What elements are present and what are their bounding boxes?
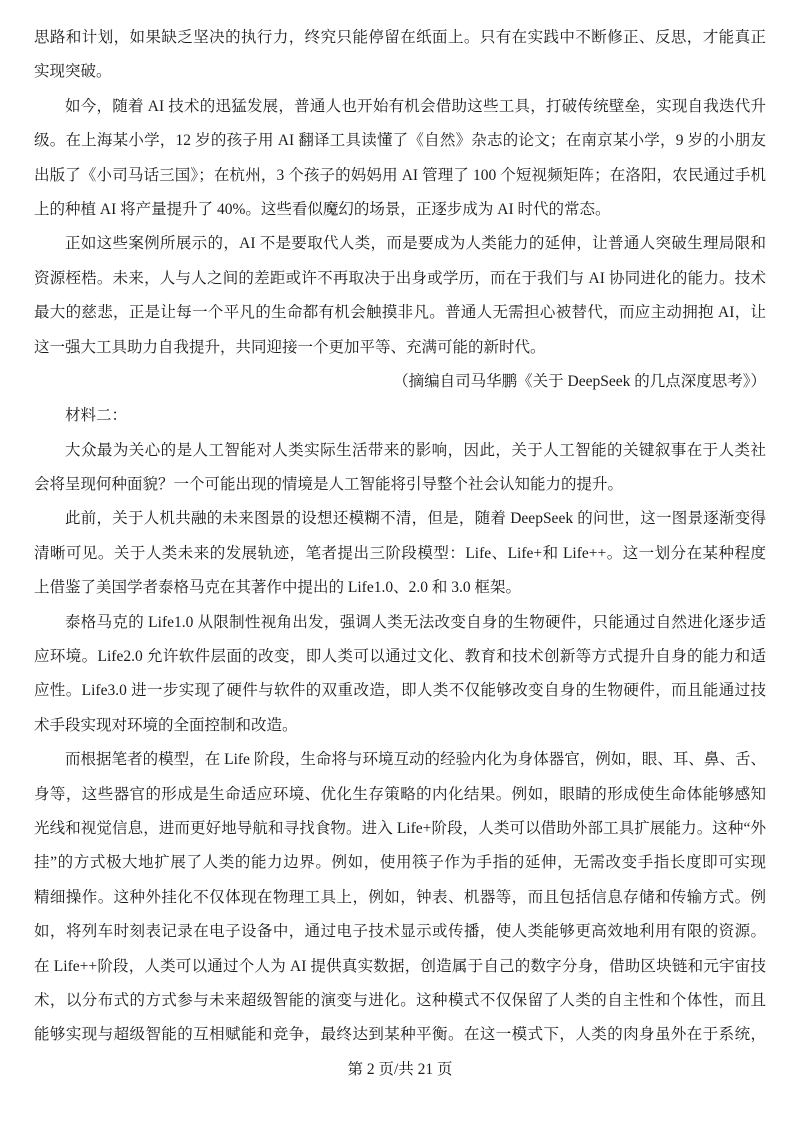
- paragraph-life-stages-line: 如，将列车时刻表记录在电子设备中，通过电子技术显示或传播，使人类能够更高效地利用有限的资源。: [34, 923, 766, 941]
- page-footer: 第 2 页/共 21 页: [347, 1060, 453, 1078]
- paragraph-life-stages-line: 挂”的方式极大地扩展了人类的能力边界。例如，使用筷子作为手指的延伸，无需改变手指长度即可实现: [34, 854, 766, 872]
- paragraph-ai-examples-line: 出版了《小司马话三国》；在杭州，3 个孩子的妈妈用 AI 管理了 100 个短视频矩阵；在洛阳，农民通过手机: [34, 166, 766, 184]
- paragraph-life-stages-line: 光线和视觉信息，进而更好地导航和寻找食物。进入 Life+阶段，人类可以借助外部工具扩展能力。这种“外: [34, 819, 766, 837]
- paragraph-public-concern-line: 会将呈现何种面貌？一个可能出现的情境是人工智能将引导整个社会认知能力的提升。: [34, 476, 624, 494]
- paragraph-life-stages-line: 在 Life++阶段，人类可以通过个人为 AI 提供真实数据，创造属于自己的数字分身，借助区块链和元宇宙技: [34, 957, 766, 975]
- paragraph-ai-extension-line: 正如这些案例所展示的，AI 不是要取代人类，而是要成为人类能力的延伸，让普通人突破生理局限和: [65, 235, 766, 253]
- paragraph-tegmark-framework-line: 应性。Life3.0 进一步实现了硬件与软件的双重改造，即人类不仅能够改变自身的生物硬件，而且能通过技: [34, 682, 766, 700]
- paragraph-life-stages-line: 而根据笔者的模型，在 Life 阶段，生命将与环境互动的经验内化为身体器官，例如，眼、耳、鼻、舌、: [65, 751, 766, 769]
- material-two-heading-line: 材料二：: [65, 407, 128, 425]
- paragraph-life-stages-line: 术，以分布式的方式参与未来超级智能的演变与进化。这种模式不仅保留了人类的自主性和个体性，而且: [34, 991, 766, 1009]
- paragraph-public-concern-line: 大众最为关心的是人工智能对人类实际生活带来的影响，因此，关于人工智能的关键叙事在于人类社: [65, 441, 766, 459]
- paragraph-life-stages-line: 能够实现与超级智能的互相赋能和竞争，最终达到某种平衡。在这一模式下，人类的肉身虽外在于系统，: [34, 1026, 766, 1044]
- document-body: [34, 21, 766, 1053]
- continuation-paragraph-line: 思路和计划，如果缺乏坚决的执行力，终究只能停留在纸面上。只有在实践中不断修正、反思，才能真正: [34, 29, 766, 46]
- continuation-paragraph-line: 实现突破。: [34, 63, 112, 81]
- paragraph-three-stage-model-line: 清晰可见。关于人类未来的发展轨迹，笔者提出三阶段模型：Life、Life+和 Life++。这一划分在某种程度: [34, 544, 766, 562]
- paragraph-three-stage-model-line: 上借鉴了美国学者泰格马克在其著作中提出的 Life1.0、2.0 和 3.0 框架。: [34, 579, 521, 597]
- paragraph-life-stages-line: 身等，这些器官的形成是生命适应环境、优化生存策略的内化结果。例如，眼睛的形成使生命体能够感知: [34, 785, 766, 803]
- paragraph-ai-examples-line: 级。在上海某小学，12 岁的孩子用 AI 翻译工具读懂了《自然》杂志的论文；在南京某小学，9 岁的小朋友: [34, 132, 766, 150]
- paragraph-tegmark-framework-line: 应环境。Life2.0 允许软件层面的改变，即人类可以通过文化、教育和技术创新等方式提升自身的能力和适: [34, 648, 766, 666]
- paragraph-tegmark-framework-line: 术手段实现对环境的全面控制和改造。: [34, 716, 298, 734]
- paragraph-three-stage-model-line: 此前，关于人机共融的未来图景的设想还模糊不清，但是，随着 DeepSeek 的问世，这一图景逐渐变得: [65, 510, 766, 528]
- paragraph-ai-examples-line: 上的种植 AI 将产量提升了 40%。这些看似魔幻的场景，正逐步成为 AI 时代的常态。: [34, 200, 611, 218]
- paragraph-tegmark-framework-line: 泰格马克的 Life1.0 从限制性视角出发，强调人类无法改变自身的生物硬件，只能通过自然进化逐步适: [65, 613, 766, 631]
- paragraph-ai-extension-line: 这一强大工具助力自我提升，共同迎接一个更加平等、充满可能的新时代。: [34, 338, 546, 356]
- paragraph-ai-extension-line: 最大的慈悲，正是让每一个平凡的生命都有机会触摸非凡。普通人无需担心被替代，而应主动拥抱 AI，让: [34, 304, 766, 322]
- paragraph-life-stages-line: 精细操作。这种外挂化不仅体现在物理工具上，例如，钟表、机器等，而且包括信息存储和传输方式。例: [34, 888, 766, 906]
- paragraph-ai-examples-line: 如今，随着 AI 技术的迅猛发展，普通人也开始有机会借助这些工具，打破传统壁垒，实现自我迭代升: [65, 97, 766, 115]
- paragraph-ai-extension-line: 资源桎梏。未来，人与人之间的差距或许不再取决于出身或学历，而在于我们与 AI 协同进化的能力。技术: [34, 269, 766, 287]
- source-attribution-line: （摘编自司马华鹏《关于 DeepSeek 的几点深度思考》）: [393, 372, 766, 390]
